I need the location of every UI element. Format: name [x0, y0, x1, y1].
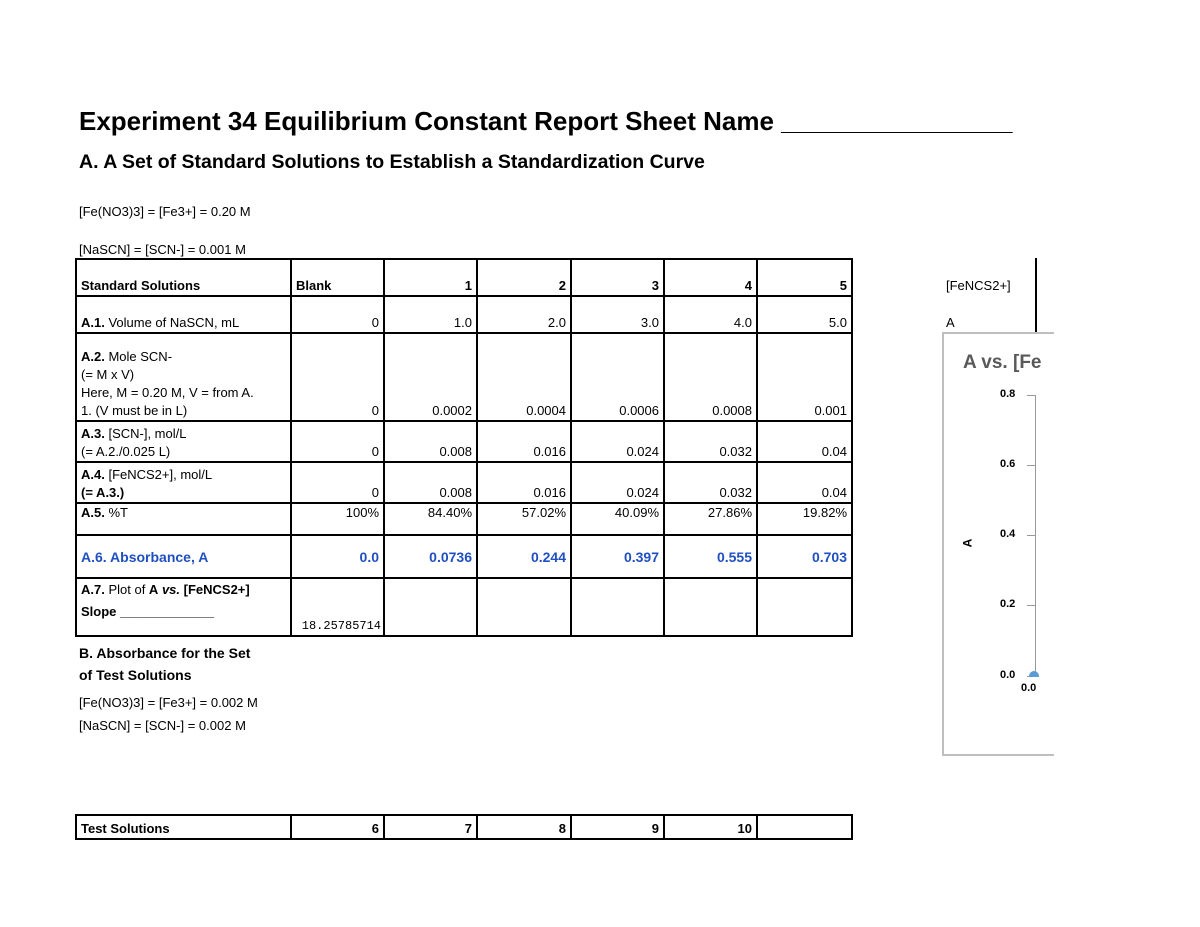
table-cell: 0.703 — [757, 535, 852, 578]
fe-concentration-b: [Fe(NO3)3] = [Fe3+] = 0.002 M — [79, 695, 258, 710]
table-cell — [664, 578, 757, 636]
row-text: [SCN-], mol/L — [104, 426, 187, 441]
table-row — [76, 296, 852, 333]
table-cell: 0.032 — [664, 421, 757, 462]
table-header-row — [76, 815, 852, 839]
table-cell: 0.024 — [571, 421, 664, 462]
page-title: Experiment 34 Equilibrium Constant Report Sheet Name ________________ — [79, 106, 1013, 136]
section-b-title — [79, 642, 250, 686]
data-point-marker — [1029, 671, 1039, 677]
table-cell — [757, 578, 852, 636]
table-cell: 0.032 — [664, 462, 757, 503]
table-cell: 57.02% — [477, 503, 571, 535]
row-label — [76, 578, 291, 636]
y-tick-label: 0.6 — [1000, 458, 1016, 470]
table-cell: 1.0 — [384, 296, 477, 333]
table-row — [76, 578, 852, 636]
table-cell: 2.0 — [477, 296, 571, 333]
header-cell: Test Solutions — [76, 815, 291, 839]
header-cell: 7 — [384, 815, 477, 839]
header-cell: Standard Solutions — [76, 259, 291, 296]
y-tick-mark — [1027, 535, 1035, 536]
y-tick-mark — [1027, 605, 1035, 606]
table-cell: 0.0006 — [571, 333, 664, 421]
table-cell — [477, 578, 571, 636]
section-b-title-line: B. Absorbance for the Set — [79, 645, 251, 661]
table-cell: 0 — [291, 462, 384, 503]
row-text: (= A.3.) — [81, 485, 125, 500]
row-label — [76, 462, 291, 503]
y-axis-line — [1035, 395, 1036, 677]
table-cell: 84.40% — [384, 503, 477, 535]
row-text: (= M x V) — [81, 367, 135, 382]
standard-solutions-table — [75, 258, 853, 637]
table-cell: 0 — [291, 333, 384, 421]
slope-label: Slope _____________ — [81, 604, 214, 619]
y-tick-label: 0.2 — [1000, 598, 1016, 610]
a-label: A — [946, 315, 955, 330]
table-cell: 0.0736 — [384, 535, 477, 578]
table-row — [76, 333, 852, 421]
table-row — [76, 503, 852, 535]
table-cell: 3.0 — [571, 296, 664, 333]
table-cell: 0.008 — [384, 462, 477, 503]
header-cell: 3 — [571, 259, 664, 296]
table-cell: 4.0 — [664, 296, 757, 333]
row-text: %T — [104, 505, 128, 520]
table-cell: 0.04 — [757, 421, 852, 462]
table-cell: 0.397 — [571, 535, 664, 578]
table-cell: 0 — [291, 296, 384, 333]
header-cell — [757, 815, 852, 839]
table-cell: 0.0 — [291, 535, 384, 578]
section-b-title-line: of Test Solutions — [79, 667, 192, 683]
row-text: Volume of NaSCN, mL — [104, 315, 240, 330]
table-cell: 40.09% — [571, 503, 664, 535]
table-cell: 0.04 — [757, 462, 852, 503]
y-axis-label: A — [960, 538, 975, 548]
x-tick-label: 0.0 — [1021, 682, 1037, 694]
table-cell — [571, 578, 664, 636]
table-cell: 19.82% — [757, 503, 852, 535]
row-label — [76, 333, 291, 421]
table-row — [76, 421, 852, 462]
y-tick-label: 0.4 — [1000, 528, 1016, 540]
row-code: A.5. — [81, 505, 105, 520]
absorbance-row — [76, 535, 852, 578]
row-code: A.4. — [81, 467, 105, 482]
chart-frame — [942, 332, 1054, 756]
table-cell: 0 — [291, 421, 384, 462]
table-cell: 27.86% — [664, 503, 757, 535]
header-cell: 6 — [291, 815, 384, 839]
header-cell: 1 — [384, 259, 477, 296]
row-text: A — [148, 582, 159, 597]
table-cell: 0.555 — [664, 535, 757, 578]
row-text: vs. — [161, 582, 181, 597]
table-cell: 0.008 — [384, 421, 477, 462]
row-label — [76, 421, 291, 462]
row-label — [76, 503, 291, 535]
scn-concentration-a: [NaSCN] = [SCN-] = 0.001 M — [79, 242, 246, 257]
column-divider — [1035, 258, 1037, 332]
y-tick-label: 0.8 — [1000, 388, 1016, 400]
row-label: A.6. Absorbance, A — [76, 535, 291, 578]
table-cell — [384, 578, 477, 636]
table-cell: 100% — [291, 503, 384, 535]
y-tick-mark — [1027, 395, 1035, 396]
table-row — [76, 462, 852, 503]
header-cell: 5 — [757, 259, 852, 296]
row-text: [FeNCS2+] — [180, 582, 250, 597]
header-cell: Blank — [291, 259, 384, 296]
row-text: Mole SCN- — [104, 349, 173, 364]
header-cell: 10 — [664, 815, 757, 839]
row-text: Here, M = 0.20 M, V = from A. — [81, 385, 254, 400]
table-cell: 0.016 — [477, 462, 571, 503]
row-code: A.3. — [81, 426, 105, 441]
table-cell: 5.0 — [757, 296, 852, 333]
table-cell: 0.001 — [757, 333, 852, 421]
header-cell: 8 — [477, 815, 571, 839]
table-cell: 0.016 — [477, 421, 571, 462]
row-text: Plot of — [104, 582, 149, 597]
row-text: [FeNCS2+], mol/L — [104, 467, 213, 482]
section-a-title: A. A Set of Standard Solutions to Establish a Standardization Curve — [79, 151, 705, 173]
fencs-label: [FeNCS2+] — [946, 278, 1011, 293]
scn-concentration-b: [NaSCN] = [SCN-] = 0.002 M — [79, 718, 246, 733]
table-cell: 0.0004 — [477, 333, 571, 421]
header-cell: 2 — [477, 259, 571, 296]
row-label — [76, 296, 291, 333]
chart-title: A vs. [Fe — [963, 352, 1042, 373]
row-code: A.2. — [81, 349, 105, 364]
row-code: A.7. — [81, 582, 105, 597]
row-text: (= A.2./0.025 L) — [81, 444, 171, 459]
test-solutions-table — [75, 814, 853, 840]
slope-value: 18.25785714 — [291, 578, 384, 636]
header-cell: 9 — [571, 815, 664, 839]
fe-concentration-a: [Fe(NO3)3] = [Fe3+] = 0.20 M — [79, 204, 251, 219]
table-cell: 0.0008 — [664, 333, 757, 421]
table-header-row — [76, 259, 852, 296]
table-cell: 0.0002 — [384, 333, 477, 421]
row-text: 1. (V must be in L) — [81, 403, 188, 418]
table-cell: 0.244 — [477, 535, 571, 578]
y-tick-label: 0.0 — [1000, 669, 1016, 681]
y-tick-mark — [1027, 465, 1035, 466]
row-code: A.1. — [81, 315, 105, 330]
header-cell: 4 — [664, 259, 757, 296]
table-cell: 0.024 — [571, 462, 664, 503]
